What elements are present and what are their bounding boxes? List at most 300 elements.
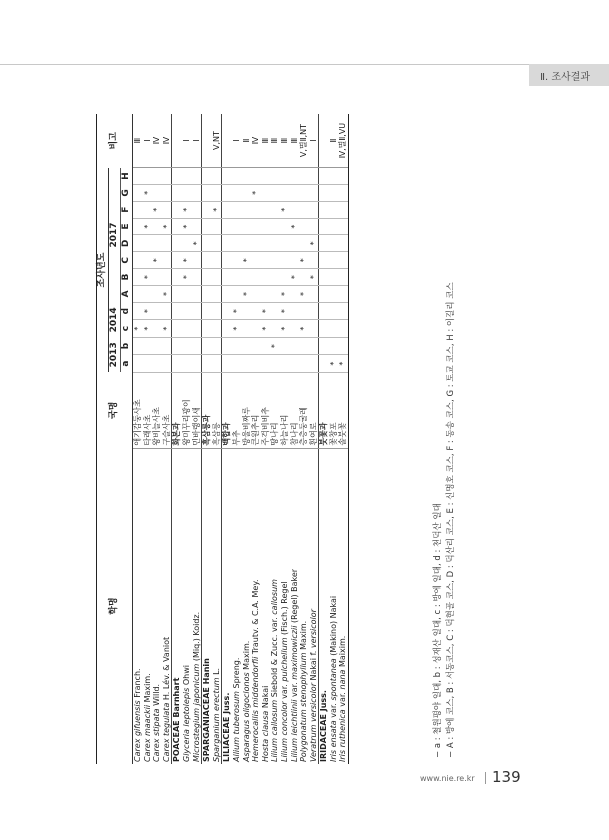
presence-mark xyxy=(319,302,329,319)
presence-mark xyxy=(212,286,222,303)
legend xyxy=(432,282,458,758)
korean-name: 솔붓꽃 xyxy=(338,372,348,448)
presence-mark xyxy=(319,184,329,201)
presence-mark xyxy=(192,355,202,372)
presence-mark xyxy=(329,252,339,269)
note-cell: Ⅰ xyxy=(192,114,202,168)
presence-mark xyxy=(290,201,300,218)
korean-name: 구슬사초 xyxy=(162,372,172,448)
table-row xyxy=(299,114,309,764)
subcol-H: H xyxy=(121,168,133,185)
name-part: Sparganium erectum xyxy=(211,677,221,762)
presence-mark xyxy=(212,337,222,354)
presence-mark xyxy=(280,269,290,286)
presence-mark xyxy=(222,235,232,252)
presence-mark xyxy=(270,218,280,235)
section-label: Ⅱ. 조사결과 xyxy=(540,72,590,83)
name-part: pulchellum xyxy=(279,637,289,682)
presence-mark xyxy=(172,355,182,372)
presence-mark xyxy=(192,184,202,201)
presence-mark xyxy=(152,269,162,286)
presence-mark: * xyxy=(299,320,309,337)
name-part: Lilium leichtlinii xyxy=(289,699,299,762)
note-cell: Ⅲ xyxy=(133,114,143,168)
presence-mark xyxy=(309,302,319,319)
family-row xyxy=(172,114,182,764)
name-part: Lilium concolor xyxy=(279,701,289,762)
presence-mark xyxy=(270,320,280,337)
presence-mark xyxy=(133,302,143,319)
presence-mark xyxy=(133,201,143,218)
presence-mark xyxy=(192,286,202,303)
presence-mark xyxy=(222,320,232,337)
presence-mark: * xyxy=(261,320,271,337)
presence-mark xyxy=(261,184,271,201)
table-row xyxy=(280,114,290,764)
presence-mark xyxy=(299,235,309,252)
presence-mark xyxy=(222,252,232,269)
presence-mark: * xyxy=(270,337,280,354)
korean-name: 하늘나리 xyxy=(280,372,290,448)
presence-mark xyxy=(242,355,252,372)
presence-mark: * xyxy=(232,320,242,337)
presence-mark xyxy=(182,168,192,185)
korean-name: 주걱비비추 xyxy=(261,372,271,448)
header-rule xyxy=(0,64,609,65)
presence-mark: * xyxy=(182,218,192,235)
presence-mark xyxy=(329,337,339,354)
presence-mark xyxy=(133,355,143,372)
presence-mark xyxy=(280,184,290,201)
presence-mark xyxy=(309,337,319,354)
korean-name: 방울비짜루 xyxy=(242,372,252,448)
presence-mark xyxy=(182,355,192,372)
presence-mark xyxy=(192,337,202,354)
table-row xyxy=(182,114,192,764)
presence-mark: * xyxy=(232,302,242,319)
presence-mark xyxy=(192,168,202,185)
subcol-a: a xyxy=(121,355,133,372)
note-cell: Ⅱ xyxy=(329,114,339,168)
presence-mark xyxy=(232,252,242,269)
table-row xyxy=(162,114,172,764)
presence-mark xyxy=(232,201,242,218)
presence-mark: * xyxy=(152,201,162,218)
name-part: Barnhart xyxy=(172,677,182,721)
presence-mark xyxy=(182,320,192,337)
presence-mark xyxy=(290,252,300,269)
presence-mark xyxy=(212,235,222,252)
presence-mark xyxy=(319,235,329,252)
presence-mark xyxy=(162,269,172,286)
presence-mark: * xyxy=(162,286,172,303)
presence-mark xyxy=(212,168,222,185)
presence-mark: * xyxy=(290,218,300,235)
presence-mark xyxy=(242,269,252,286)
col-survey-year: 조사년도 xyxy=(97,168,109,373)
name-part: IRIDACEAE xyxy=(319,714,329,762)
korean-name: 왕비늘사초 xyxy=(152,372,162,448)
name-part: H. Lév. & Vaniot xyxy=(161,636,171,703)
presence-mark: * xyxy=(280,302,290,319)
scientific-name xyxy=(242,448,252,764)
presence-mark xyxy=(270,168,280,185)
presence-mark xyxy=(222,286,232,303)
presence-mark xyxy=(242,168,252,185)
presence-mark xyxy=(192,201,202,218)
scientific-name xyxy=(222,448,232,764)
presence-mark xyxy=(182,337,192,354)
presence-mark xyxy=(162,184,172,201)
footer-url: www.nie.re.kr xyxy=(420,774,475,783)
legend-line: − a : 철원평야 일대, b : 성재산 일대, c : 방에 일대, d : 천덕산 일대 xyxy=(433,503,443,758)
family-row xyxy=(319,114,329,764)
presence-mark xyxy=(338,252,348,269)
presence-mark xyxy=(299,269,309,286)
presence-mark xyxy=(242,201,252,218)
name-part: POACEAE xyxy=(172,720,182,762)
name-part: spontanea xyxy=(328,658,338,701)
presence-mark xyxy=(152,337,162,354)
presence-mark xyxy=(182,302,192,319)
presence-mark xyxy=(143,337,153,354)
name-part: L. xyxy=(211,667,221,678)
presence-mark xyxy=(319,252,329,269)
name-part: Microstegium japonicum xyxy=(191,663,201,762)
presence-mark xyxy=(290,355,300,372)
table-row xyxy=(261,114,271,764)
presence-mark xyxy=(192,302,202,319)
presence-mark xyxy=(290,320,300,337)
presence-mark xyxy=(212,252,222,269)
presence-mark xyxy=(299,201,309,218)
presence-mark xyxy=(212,269,222,286)
presence-mark xyxy=(338,168,348,185)
presence-mark xyxy=(251,355,261,372)
presence-mark xyxy=(202,355,212,372)
presence-mark: * xyxy=(299,286,309,303)
presence-mark xyxy=(299,168,309,185)
subcol-D: D xyxy=(121,235,133,252)
note-cell: Ⅰ xyxy=(309,114,319,168)
presence-mark xyxy=(309,252,319,269)
presence-mark: * xyxy=(329,355,339,372)
table-row xyxy=(242,114,252,764)
scientific-name xyxy=(261,448,271,764)
presence-mark xyxy=(162,235,172,252)
presence-mark xyxy=(172,302,182,319)
name-part: Nakai xyxy=(260,685,270,711)
col-scientific: 학명 xyxy=(97,448,133,764)
table-row xyxy=(232,114,242,764)
name-part: Maxim. xyxy=(142,673,152,705)
scientific-name xyxy=(143,448,153,764)
name-part: var. xyxy=(328,700,338,721)
presence-mark: * xyxy=(143,184,153,201)
presence-mark xyxy=(172,168,182,185)
name-part: Juss. xyxy=(222,692,232,717)
presence-mark xyxy=(242,218,252,235)
name-part: (Regel) Baker xyxy=(289,568,299,626)
subcol-d: d xyxy=(121,302,133,319)
presence-mark xyxy=(319,355,329,372)
name-part: Siebold & Zucc. var. xyxy=(270,614,280,700)
presence-mark xyxy=(251,320,261,337)
presence-mark xyxy=(299,302,309,319)
presence-mark xyxy=(212,184,222,201)
korean-name: 참나리 xyxy=(290,372,300,448)
presence-mark xyxy=(202,286,212,303)
presence-mark xyxy=(172,252,182,269)
presence-mark xyxy=(172,269,182,286)
presence-mark xyxy=(133,337,143,354)
year-2014: 2014 xyxy=(109,302,121,337)
presence-mark xyxy=(261,269,271,286)
presence-mark xyxy=(162,168,172,185)
name-part: Iris ensata xyxy=(328,720,338,762)
presence-mark xyxy=(309,201,319,218)
name-part: Willd. xyxy=(152,683,162,709)
family-row xyxy=(222,114,232,764)
presence-mark xyxy=(309,184,319,201)
presence-mark xyxy=(232,286,242,303)
presence-mark xyxy=(242,235,252,252)
presence-mark: * xyxy=(133,320,143,337)
presence-mark: * xyxy=(162,320,172,337)
scientific-name xyxy=(270,448,280,764)
name-part: Hosta clausa xyxy=(260,710,270,762)
presence-mark: * xyxy=(182,269,192,286)
presence-mark xyxy=(202,201,212,218)
presence-mark xyxy=(202,184,212,201)
note-cell xyxy=(319,114,329,168)
presence-mark xyxy=(222,269,232,286)
presence-mark xyxy=(182,286,192,303)
name-part: Hanin xyxy=(202,658,212,688)
presence-mark xyxy=(251,201,261,218)
presence-mark: * xyxy=(299,252,309,269)
note-cell: Ⅴ,NT xyxy=(212,114,222,168)
korean-name: 타래사초 xyxy=(143,372,153,448)
presence-mark xyxy=(319,168,329,185)
presence-mark xyxy=(290,286,300,303)
presence-mark xyxy=(329,218,339,235)
presence-mark xyxy=(270,269,280,286)
name-part: SPARGANIACEAE xyxy=(202,687,212,762)
presence-mark xyxy=(261,286,271,303)
presence-mark xyxy=(182,235,192,252)
presence-mark xyxy=(162,252,172,269)
presence-mark: * xyxy=(182,252,192,269)
presence-mark xyxy=(261,235,271,252)
name-part: Nakai f. xyxy=(308,648,318,684)
presence-mark xyxy=(338,184,348,201)
presence-mark xyxy=(133,168,143,185)
table-row xyxy=(309,114,319,764)
presence-mark xyxy=(232,337,242,354)
table-row xyxy=(212,114,222,764)
presence-mark xyxy=(172,286,182,303)
presence-mark xyxy=(143,355,153,372)
presence-mark xyxy=(329,184,339,201)
name-part: LILIACEAE xyxy=(222,716,232,762)
scientific-name xyxy=(182,448,192,764)
presence-mark: * xyxy=(162,218,172,235)
note-cell: Ⅳ xyxy=(152,114,162,168)
presence-mark xyxy=(251,235,261,252)
presence-mark xyxy=(212,355,222,372)
presence-mark xyxy=(338,235,348,252)
presence-mark: * xyxy=(338,355,348,372)
presence-mark xyxy=(172,184,182,201)
presence-mark xyxy=(222,201,232,218)
presence-mark xyxy=(280,355,290,372)
presence-mark xyxy=(329,201,339,218)
presence-mark: * xyxy=(242,252,252,269)
note-cell: Ⅴ,멸Ⅱ,NT xyxy=(299,114,309,168)
presence-mark xyxy=(338,286,348,303)
presence-mark xyxy=(280,337,290,354)
name-part: Carex tegulata xyxy=(161,702,171,762)
presence-mark xyxy=(202,269,212,286)
korean-name: 큰원추리 xyxy=(251,372,261,448)
presence-mark xyxy=(251,218,261,235)
presence-mark xyxy=(152,184,162,201)
table-row xyxy=(152,114,162,764)
subcol-E: E xyxy=(121,218,133,235)
presence-mark xyxy=(299,184,309,201)
presence-mark xyxy=(261,168,271,185)
korean-name: 흑삼릉과 xyxy=(202,372,212,448)
korean-name: 부추 xyxy=(232,372,242,448)
presence-mark xyxy=(280,252,290,269)
presence-mark xyxy=(338,269,348,286)
presence-mark xyxy=(329,320,339,337)
presence-mark xyxy=(290,235,300,252)
note-cell xyxy=(202,114,212,168)
presence-mark xyxy=(162,201,172,218)
presence-mark xyxy=(202,218,212,235)
presence-mark xyxy=(299,218,309,235)
presence-mark xyxy=(202,252,212,269)
presence-mark xyxy=(251,252,261,269)
scientific-name xyxy=(338,448,348,764)
presence-mark xyxy=(329,286,339,303)
name-part: Maxim. xyxy=(299,620,309,653)
note-cell: Ⅳ xyxy=(251,114,261,168)
name-part: var. xyxy=(338,689,348,710)
species-table xyxy=(96,114,349,764)
presence-mark xyxy=(212,320,222,337)
presence-mark: * xyxy=(182,201,192,218)
presence-mark xyxy=(329,235,339,252)
presence-mark xyxy=(242,337,252,354)
name-part: Maixim. xyxy=(338,635,348,670)
presence-mark xyxy=(280,218,290,235)
presence-mark xyxy=(270,184,280,201)
presence-mark xyxy=(182,184,192,201)
table-row xyxy=(133,114,143,764)
note-cell: Ⅱ xyxy=(242,114,252,168)
presence-mark xyxy=(192,252,202,269)
presence-mark xyxy=(133,184,143,201)
presence-mark xyxy=(251,286,261,303)
name-part: Franch. xyxy=(133,668,142,701)
note-cell: Ⅲ xyxy=(261,114,271,168)
korean-name: 민바랭이새 xyxy=(192,372,202,448)
name-part: var. xyxy=(279,681,289,702)
presence-mark xyxy=(280,168,290,185)
presence-mark xyxy=(338,201,348,218)
presence-mark xyxy=(202,320,212,337)
year-2017: 2017 xyxy=(109,168,121,303)
presence-mark xyxy=(251,168,261,185)
presence-mark xyxy=(338,337,348,354)
table-row xyxy=(290,114,300,764)
presence-mark xyxy=(319,320,329,337)
presence-mark xyxy=(338,320,348,337)
presence-mark xyxy=(270,355,280,372)
name-part: Glyceria leptolepis xyxy=(181,687,191,762)
subcol-c: c xyxy=(121,320,133,337)
presence-mark: * xyxy=(143,218,153,235)
presence-mark xyxy=(319,201,329,218)
note-cell xyxy=(172,114,182,168)
name-part: maximowiczii xyxy=(289,625,299,680)
presence-mark: * xyxy=(309,269,319,286)
presence-mark xyxy=(251,302,261,319)
presence-mark xyxy=(143,201,153,218)
name-part: Allium tuberosum xyxy=(231,691,241,762)
table-row xyxy=(143,114,153,764)
presence-mark xyxy=(319,286,329,303)
presence-mark xyxy=(202,337,212,354)
korean-name: 붓꽃과 xyxy=(319,372,329,448)
scientific-name xyxy=(319,448,329,764)
note-cell: Ⅰ xyxy=(182,114,192,168)
presence-mark xyxy=(280,235,290,252)
note-cell: Ⅰ xyxy=(143,114,153,168)
name-part: nana xyxy=(338,669,348,690)
presence-mark xyxy=(242,184,252,201)
presence-mark xyxy=(162,337,172,354)
presence-mark xyxy=(299,355,309,372)
presence-mark xyxy=(172,337,182,354)
name-part: Carex gifuensis xyxy=(133,700,142,762)
name-part: var. xyxy=(289,679,299,700)
korean-name: 꽃창포 xyxy=(329,372,339,448)
presence-mark xyxy=(133,252,143,269)
presence-mark xyxy=(232,218,242,235)
name-part: (Fisch.) Regel xyxy=(279,581,289,638)
presence-mark: * xyxy=(242,286,252,303)
table-row xyxy=(270,114,280,764)
presence-mark xyxy=(162,302,172,319)
presence-mark xyxy=(338,302,348,319)
name-part: Spreng. xyxy=(231,657,241,692)
scientific-name xyxy=(162,448,172,764)
species-table-rotated xyxy=(96,114,456,764)
presence-mark xyxy=(309,355,319,372)
presence-mark xyxy=(242,320,252,337)
presence-mark xyxy=(222,337,232,354)
scientific-name xyxy=(192,448,202,764)
presence-mark xyxy=(202,302,212,319)
presence-mark: * xyxy=(280,201,290,218)
presence-mark xyxy=(133,269,143,286)
presence-mark xyxy=(270,286,280,303)
presence-mark xyxy=(152,168,162,185)
